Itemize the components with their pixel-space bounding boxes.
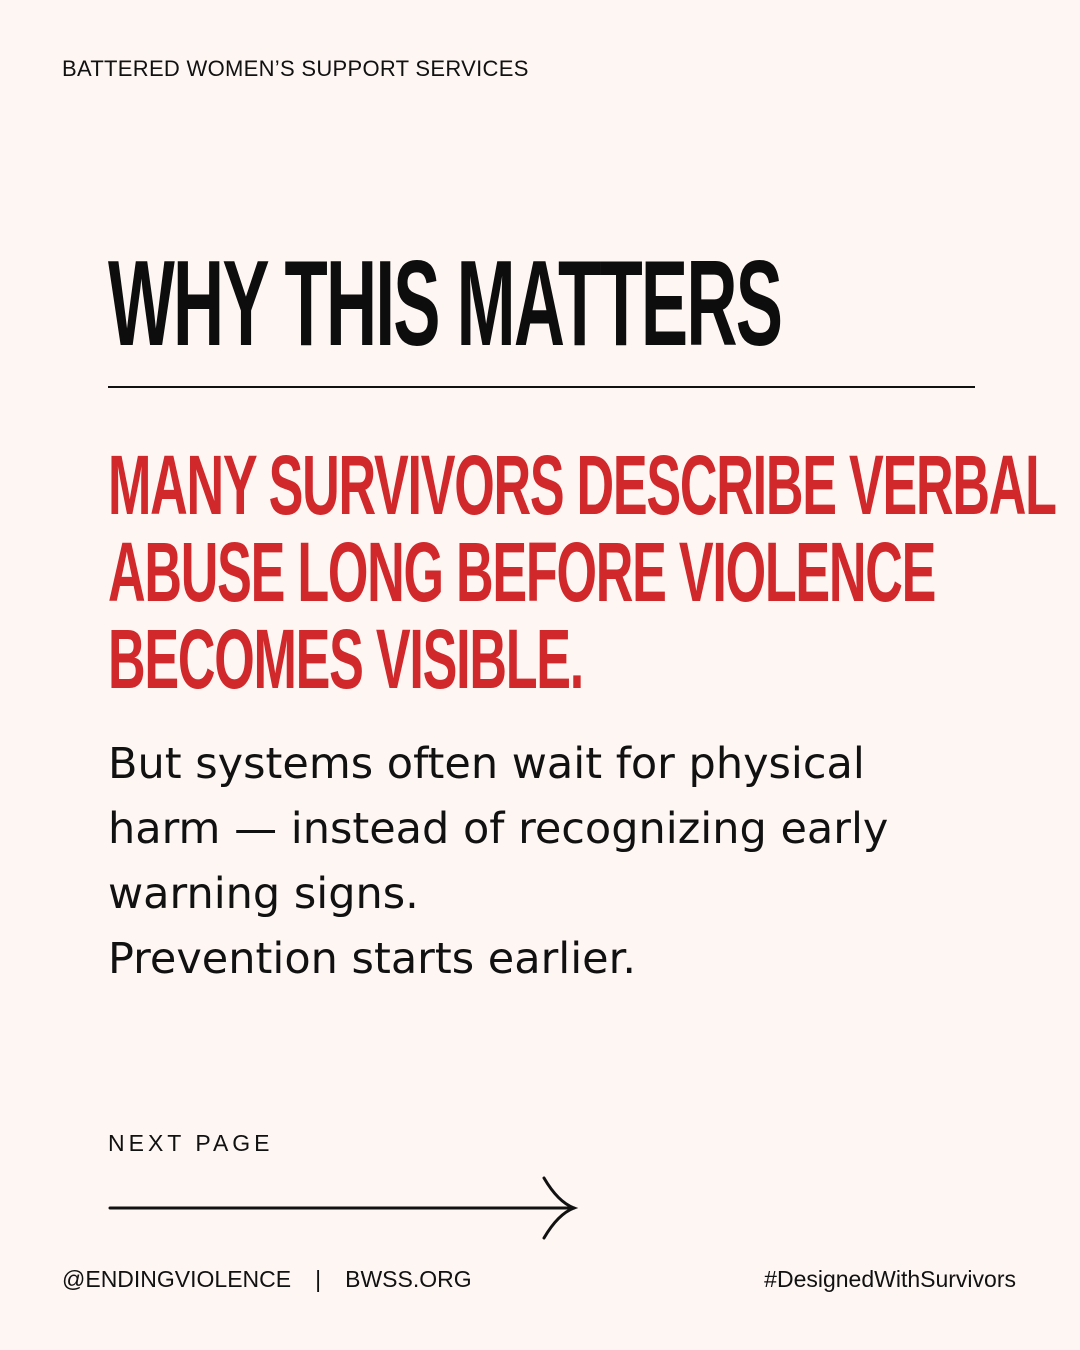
hashtag[interactable]: #DesignedWithSurvivors xyxy=(764,1266,1016,1292)
body-line: Prevention starts earlier. xyxy=(108,934,637,984)
footer-separator: | xyxy=(315,1266,322,1292)
highlight-line: ABUSE LONG BEFORE VIOLENCE xyxy=(108,525,936,619)
page-title: WHY THIS MATTERS xyxy=(108,235,782,371)
org-name: BATTERED WOMEN’S SUPPORT SERVICES xyxy=(62,56,529,81)
body-paragraph xyxy=(108,732,968,992)
divider xyxy=(108,386,975,388)
social-handle[interactable]: @ENDINGVIOLENCE xyxy=(62,1266,292,1292)
body-line: harm — instead of recognizing early xyxy=(108,804,889,854)
next-page-label[interactable]: NEXT PAGE xyxy=(108,1130,274,1156)
body-line: But systems often wait for physical xyxy=(108,739,865,789)
website-link[interactable]: BWSS.ORG xyxy=(345,1266,472,1292)
body-line: warning signs. xyxy=(108,869,419,919)
arrow-right-icon[interactable] xyxy=(106,1172,586,1244)
highlight-statement xyxy=(108,438,1056,706)
highlight-line: BECOMES VISIBLE. xyxy=(108,612,583,706)
highlight-line: MANY SURVIVORS DESCRIBE VERBAL xyxy=(108,438,1056,532)
footer-links xyxy=(62,1266,472,1293)
